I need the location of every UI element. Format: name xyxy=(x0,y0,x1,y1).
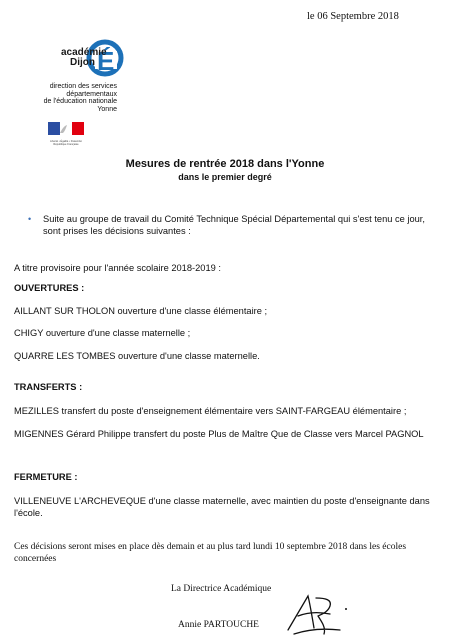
measure-item: AILLANT SUR THOLON ouverture d'une classe élémentaire ; xyxy=(14,306,268,316)
handwritten-signature xyxy=(282,590,354,636)
provisional-statement: A titre provisoire pour l'année scolaire 2018-2019 : xyxy=(14,263,221,273)
french-flag-icon xyxy=(48,122,84,135)
signatory-name: Annie PARTOUCHE xyxy=(178,620,259,630)
page-title: Mesures de rentrée 2018 dans l'Yonne xyxy=(125,158,325,170)
logo-letter: É xyxy=(97,46,115,76)
document-date: le 06 Septembre 2018 xyxy=(307,11,399,22)
section-heading-transferts: TRANSFERTS : xyxy=(14,382,83,392)
section-heading-ouvertures: OUVERTURES : xyxy=(14,283,85,293)
measure-item: MEZILLES transfert du poste d'enseignement élémentaire vers SAINT-FARGEAU élémentaire ; xyxy=(14,406,407,416)
page-subtitle: dans le premier degré xyxy=(178,172,272,182)
intro-text: Suite au groupe de travail du Comité Technique Spécial Départemental qui s'est tenu ce jour, sont prises les décisions suivantes : xyxy=(43,214,425,236)
closing-statement: Ces décisions seront mises en place dès demain et au plus tard lundi 10 septembre 2018 dans les écoles concernées xyxy=(14,542,407,564)
signatory-title: La Directrice Académique xyxy=(171,584,272,594)
intro-bullet-item xyxy=(28,213,428,237)
letterhead-line: de l'éducation nationale xyxy=(43,98,117,106)
measure-item: MIGENNES Gérard Philippe transfert du poste Plus de Maître Que de Classe vers Marcel PAGNOL xyxy=(14,429,424,439)
measure-item: CHIGY ouverture d'une classe maternelle ; xyxy=(14,328,191,338)
flag-caption-republic: République Française xyxy=(53,143,79,146)
republique-francaise-mark xyxy=(48,122,84,146)
measure-item: QUARRE LES TOMBES ouverture d'une classe maternelle. xyxy=(14,351,260,361)
logo-text-dijon: Dijon xyxy=(70,57,95,68)
bullet-icon: • xyxy=(28,214,32,224)
flag-caption-motto: Liberté • Égalité • Fraternité xyxy=(50,140,82,143)
section-heading-fermeture: FERMETURE : xyxy=(14,472,78,482)
academie-logo xyxy=(60,25,124,83)
letterhead-text xyxy=(17,83,117,113)
measure-item: VILLENEUVE L'ARCHEVEQUE d'une classe maternelle, avec maintien du poste d'enseignante dans l'école. xyxy=(14,496,430,518)
logo-text-academie: académie xyxy=(61,47,107,58)
letterhead-line: direction des services xyxy=(49,83,117,90)
letterhead-line: départementaux xyxy=(66,90,117,98)
letterhead-line: Yonne xyxy=(97,105,117,113)
